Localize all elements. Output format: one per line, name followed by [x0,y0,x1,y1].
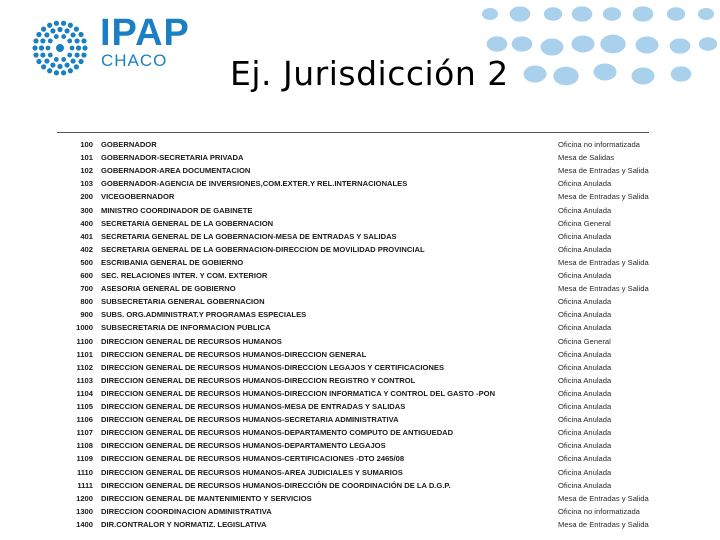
row-code: 1104 [76,388,93,398]
table-row [0,282,720,295]
slide-header [0,0,720,130]
row-name: GOBERNADOR-SECRETARIA PRIVADA [101,153,244,163]
row-code: 1300 [76,506,93,516]
row-name: SUBS. ORG.ADMINISTRAT.Y PROGRAMAS ESPECIALES [101,310,307,320]
row-status: Oficina Anulada [558,428,612,438]
table-row [0,295,720,308]
row-status: Oficina Anulada [558,205,612,215]
row-name: DIRECCION GENERAL DE RECURSOS HUMANOS-DIRECCION LEGAJOS Y CERTIFICACIONES [101,362,445,372]
table-row [0,348,720,361]
table-row [0,361,720,374]
table-row [0,190,720,203]
row-code: 1109 [76,454,93,464]
row-name: DIRECCION GENERAL DE RECURSOS HUMANOS [101,336,282,346]
row-name: DIRECCION COORDINACION ADMINISTRATIVA [101,506,272,516]
table-row [0,505,720,518]
table-row [0,413,720,426]
table-row [0,177,720,190]
row-name: GOBERNADOR-AREA DOCUMENTACION [101,166,251,176]
row-status: Mesa de Entradas y Salida [558,493,649,503]
row-code: 101 [80,153,93,163]
logo-main-text: IPAP [100,12,190,54]
row-code: 103 [80,179,93,189]
row-name: DIRECCION GENERAL DE RECURSOS HUMANOS-MESA DE ENTRADAS Y SALIDAS [101,402,406,411]
table-row [0,439,720,452]
row-code: 1107 [76,428,93,438]
row-status: Oficina General [558,336,611,346]
row-name: SECRETARIA GENERAL DE LA GOBERNACION [101,218,274,228]
row-name: ESCRIBANIA GENERAL DE GOBIERNO [101,257,244,267]
row-name: DIRECCION GENERAL DE RECURSOS HUMANOS-DIRECCIÓN DE COORDINACIÓN DE LA D.G.P. [101,480,451,490]
row-name: SUBSECRETARIA DE INFORMACION PUBLICA [101,323,271,333]
row-code: 1103 [76,375,93,385]
row-code: 400 [80,218,93,228]
row-name: ASESORIA GENERAL DE GOBIERNO [101,284,236,294]
row-name: DIRECCION GENERAL DE RECURSOS HUMANOS-DIRECCION INFORMATICA Y CONTROL DEL GASTO -PON [101,388,496,398]
table-row [0,269,720,282]
row-name: SECRETARIA GENERAL DE LA GOBERNACION-MESA DE ENTRADAS Y SALIDAS [101,231,397,241]
table-row [0,230,720,243]
row-name: SEC. RELACIONES INTER. Y COM. EXTERIOR [101,271,268,280]
row-name: MINISTRO COORDINADOR DE GABINETE [101,205,253,215]
row-status: Oficina Anulada [558,362,612,372]
row-status: Oficina Anulada [558,244,612,254]
row-code: 1000 [76,323,93,333]
row-code: 1100 [76,336,93,346]
row-status: Oficina Anulada [558,388,612,398]
table-row [0,387,720,400]
row-status: Oficina Anulada [558,402,612,411]
page-title: Ej. Jurisdicción 2 [230,54,509,93]
row-code: 1105 [76,402,93,411]
table-top-rule [57,132,649,133]
row-name: DIRECCION GENERAL DE RECURSOS HUMANOS-DEPARTAMENTO COMPUTO DE ANTIGUEDAD [101,428,454,438]
row-code: 401 [80,231,93,241]
row-code: 900 [80,310,93,320]
row-code: 1108 [76,441,93,451]
row-name: GOBERNADOR [101,140,157,149]
table-row [0,374,720,387]
row-status: Oficina Anulada [558,231,612,241]
row-code: 1400 [76,519,93,529]
row-status: Mesa de Entradas y Salida [558,284,649,294]
table-row [0,479,720,492]
row-status: Oficina Anulada [558,323,612,333]
row-name: DIRECCION GENERAL DE MANTENIMIENTO Y SERVICIOS [101,493,312,503]
row-name: DIRECCION GENERAL DE RECURSOS HUMANOS-CERTIFICACIONES -DTO 2465/08 [101,454,405,464]
row-status: Mesa de Salidas [558,153,615,163]
table-row [0,400,720,413]
row-status: Oficina Anulada [558,179,612,189]
row-code: 600 [80,271,93,280]
row-code: 1102 [76,362,93,372]
row-name: SUBSECRETARIA GENERAL GOBERNACION [101,297,265,307]
table-row [0,151,720,164]
row-name: DIRECCION GENERAL DE RECURSOS HUMANOS-DIRECCION GENERAL [101,349,367,359]
row-status: Oficina no informatizada [558,140,640,149]
table-row [0,466,720,479]
row-status: Oficina Anulada [558,467,612,477]
row-code: 800 [80,297,93,307]
row-status: Mesa de Entradas y Salida [558,257,649,267]
row-code: 402 [80,244,93,254]
row-code: 1106 [76,415,93,425]
row-code: 700 [80,284,93,294]
table-row [0,138,720,151]
row-code: 300 [80,205,93,215]
row-name: GOBERNADOR-AGENCIA DE INVERSIONES,COM.EXTER.Y REL.INTERNACIONALES [101,179,408,189]
row-code: 1110 [76,467,93,477]
logo-sub-text: CHACO [101,51,168,70]
row-status: Oficina Anulada [558,310,612,320]
row-name: SECRETARIA GENERAL DE LA GOBERNACION-DIRECCION DE MOVILIDAD PROVINCIAL [101,244,425,254]
table-row [0,204,720,217]
table-row [0,217,720,230]
row-status: Mesa de Entradas y Salida [558,519,649,529]
row-status: Oficina Anulada [558,415,612,425]
row-code: 1200 [76,493,93,503]
row-name: DIRECCION GENERAL DE RECURSOS HUMANOS-SECRETARIA ADMINISTRATIVA [101,415,399,425]
row-status: Oficina Anulada [558,271,612,280]
table-row [0,164,720,177]
row-name: DIRECCION GENERAL DE RECURSOS HUMANOS-DEPARTAMENTO LEGAJOS [101,441,386,451]
row-status: Oficina Anulada [558,297,612,307]
row-status: Oficina General [558,218,611,228]
row-code: 1111 [77,480,93,490]
row-name: VICEGOBERNADOR [101,192,175,202]
row-status: Mesa de Entradas y Salida [558,192,649,202]
row-code: 500 [80,257,93,267]
row-name: DIR.CONTRALOR Y NORMATIZ. LEGISLATIVA [101,519,267,529]
table-row [0,321,720,334]
table-row [0,492,720,505]
table-row [0,426,720,439]
row-status: Oficina Anulada [558,454,612,464]
row-name: DIRECCION GENERAL DE RECURSOS HUMANOS-AREA JUDICIALES Y SUMARIOS [101,467,403,477]
row-code: 1101 [76,349,93,359]
row-code: 102 [80,166,93,176]
row-status: Oficina Anulada [558,480,612,490]
row-status: Oficina no informatizada [558,506,640,516]
table-row [0,335,720,348]
row-status: Oficina Anulada [558,349,612,359]
row-name: DIRECCION GENERAL DE RECURSOS HUMANOS-DIRECCION REGISTRO Y CONTROL [101,375,416,385]
row-status: Oficina Anulada [558,441,612,451]
row-code: 200 [80,192,93,202]
row-status: Mesa de Entradas y Salida [558,166,649,176]
table-row [0,308,720,321]
table-row [0,256,720,269]
table-row [0,518,720,531]
row-status: Oficina Anulada [558,375,612,385]
table-row [0,243,720,256]
table-row [0,452,720,465]
row-code: 100 [80,140,93,149]
